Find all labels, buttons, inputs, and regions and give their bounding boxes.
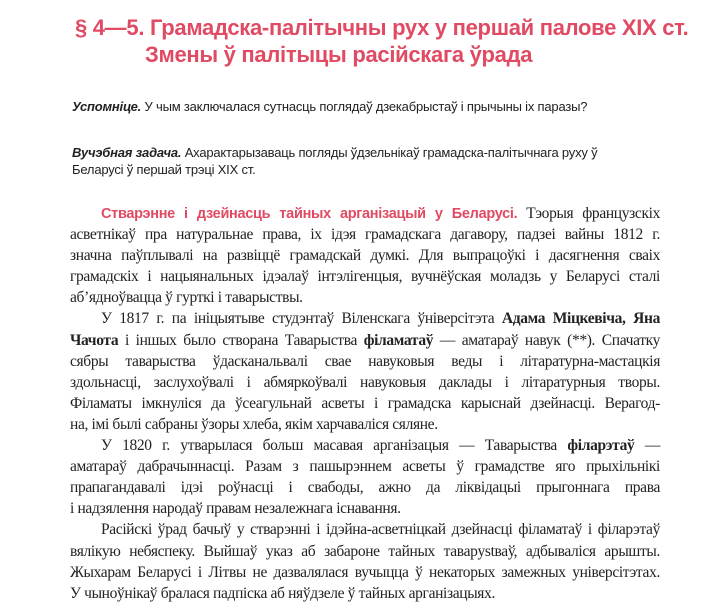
- text-line: [70, 562, 660, 583]
- text-segment: і іншых было створана Таварыства: [118, 331, 364, 349]
- text-segment: на, імі былі сабраны ўзоры хлеба, якім харчаваліся сяляне.: [70, 415, 438, 433]
- text-line: [70, 583, 660, 604]
- task-text: Ахарактарызаваць погляды ўдзельнікаў грамадска-палітычнага руху ў Беларусі ў першай трэці XIX ст.: [72, 145, 598, 177]
- text-segment: вялікую небяспеку. Выйшаў указ аб забароне тайных таварystваў, адбываліся арышты.: [70, 542, 660, 560]
- text-line: [70, 351, 660, 372]
- text-line: [70, 498, 660, 519]
- recall-label: Успомніце.: [72, 99, 142, 114]
- text-segment: значна паўплывалі на развіццё грамадскай думкі. Для выпрацоўкі і дасягнення сваіх: [70, 247, 660, 265]
- learning-task: [72, 144, 642, 178]
- text-segment: прапагандавалі ідэі роўнасці і свабоды, ажно да ліквідацыі прыгоннага права: [70, 479, 660, 497]
- text-line: [70, 414, 660, 435]
- text-segment: У 1817 г. па ініцыятыве студэнтаў Віленскага ўніверсітэта: [101, 310, 502, 328]
- text-segment: Расійскі ўрад бачыў у стварэнні і ідэйна-асветніцкай дзейнасці філаматаў і філарэтаў: [101, 521, 660, 539]
- text-segment: і надзялення народаў правам незалежнага існавання.: [70, 500, 401, 518]
- text-segment: здольнасці, заслухоўвалі і абмяркоўвалі навуковыя даклады і літаратурныя творы.: [70, 373, 660, 391]
- bold-term: Адама Міцкевіча, Яна: [501, 310, 660, 328]
- text-line: [70, 308, 660, 329]
- text-segment: У чыноўнікаў бралася падпіска аб няўдзеле ў тайных арганізацыях.: [70, 584, 496, 602]
- bold-term: філаматаў: [363, 331, 434, 349]
- text-line: [70, 393, 660, 414]
- recall-text: У чым заключалася сутнасць поглядаў дзекабрыстаў і прычыны іх паразы?: [141, 99, 588, 114]
- text-segment: — аматараў навук (**). Спачатку: [433, 331, 660, 349]
- text-line: [70, 541, 660, 562]
- text-line: [70, 330, 660, 351]
- text-line: [70, 456, 660, 477]
- task-label: Вучэбная задача.: [72, 145, 182, 160]
- body-text: [70, 203, 660, 604]
- text-segment: Філаматы імкнуліся да ўсеагульнай асветы і грамадска карыснай дзейнасці. Верагод-: [70, 394, 660, 412]
- recall-prompt: [72, 98, 642, 115]
- text-segment: —: [634, 437, 660, 455]
- text-line: [70, 266, 660, 287]
- text-line: [70, 477, 660, 498]
- text-line: [70, 245, 660, 266]
- text-segment: У 1820 г. утварылася больш масавая арганізацыя — Таварыства: [101, 437, 568, 455]
- section-heading: Стварэнне і дзейнасць тайных арганізацый у Беларусі.: [101, 206, 518, 222]
- text-segment: асветнікаў пра натуральнае права, іх ідэя грамадскага дагавору, падзеі вайны 1812 г.: [70, 226, 660, 244]
- text-line: [70, 372, 660, 393]
- text-line: [70, 224, 660, 245]
- text-segment: Тэорыя французскіх: [517, 205, 660, 222]
- text-line: [70, 203, 660, 224]
- bold-term: філарэтаў: [567, 437, 635, 455]
- title-line-2: Змены ў палітыцы расійскага ўрада: [145, 42, 533, 67]
- page-title: [75, 14, 689, 68]
- text-segment: грамадскіх і нацыянальных ідэалаў інтэлігенцыя, вучнёўская моладзь у Беларусі сталі: [70, 268, 660, 286]
- bold-term: Чачота: [70, 331, 119, 349]
- text-line: [70, 435, 660, 456]
- text-segment: аматараў дабрачыннасці. Разам з пашырэннем асветы ў грамадстве яго прыхільнікі: [70, 458, 660, 476]
- text-segment: аб’ядноўвацца ў гурткі і таварыствы.: [70, 289, 303, 307]
- text-segment: сябры таварыства ўдасканальвалі свае навуковыя веды і літаратурна-мастацкія: [70, 352, 660, 370]
- text-line: [70, 287, 660, 308]
- title-line-1: § 4—5. Грамадска-палітычны рух у першай палове XIX ст.: [75, 15, 689, 40]
- text-segment: Жыхарам Беларусі і Літвы не дазвалялася вучыцца ў некаторых замежных універсітэтах.: [70, 563, 660, 581]
- text-line: [70, 519, 660, 540]
